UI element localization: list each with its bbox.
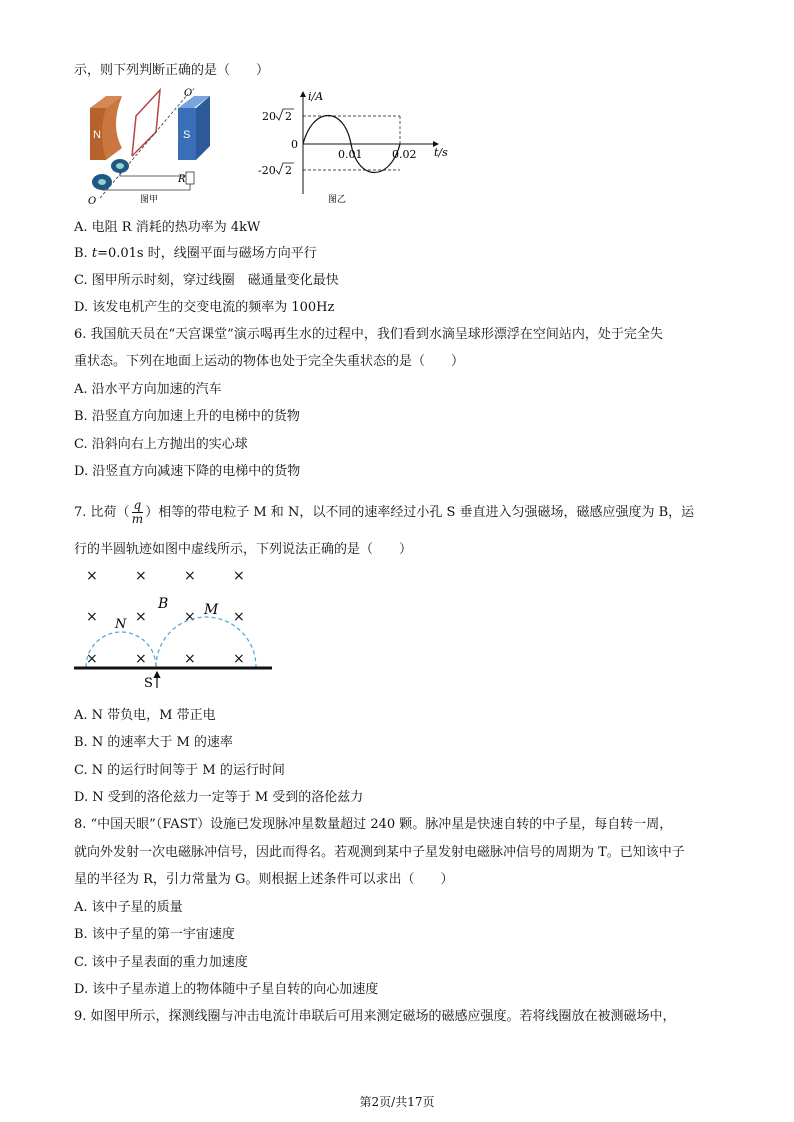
q5-stem-tail: 示，则下列判断正确的是（ ） bbox=[74, 63, 270, 78]
q6-stem-line2: 重状态。下列在地面上运动的物体也处于完全失重状态的是（ ） bbox=[74, 354, 465, 369]
q5-option-b-text: =0.01s 时，线圈平面与磁场方向平行 bbox=[97, 246, 317, 261]
x-tick-001: 0.01 bbox=[338, 148, 363, 161]
q6-option-a: A. 沿水平方向加速的汽车 bbox=[74, 382, 222, 397]
charge-mass-fraction bbox=[132, 499, 144, 526]
coil-frame bbox=[132, 90, 160, 156]
q5-option-c: C. 图甲所示时刻，穿过线圈 磁通量变化最快 bbox=[74, 273, 339, 288]
field-cross: × bbox=[233, 609, 245, 625]
x-tick-002: 0.02 bbox=[392, 148, 417, 161]
fig2-caption: 图乙 bbox=[328, 195, 347, 205]
y-bottom-sqrt-arg: 2 bbox=[285, 164, 292, 177]
circuit-wire-bottom bbox=[102, 184, 190, 190]
field-cross: × bbox=[86, 568, 98, 584]
magnet-n-label: N bbox=[93, 129, 101, 141]
x-axis-label: t/s bbox=[434, 146, 448, 159]
q5-option-d: D. 该发电机产生的交变电流的频率为 100Hz bbox=[74, 300, 335, 315]
resistor-label: R bbox=[178, 174, 186, 185]
slip-ring-1-hole bbox=[116, 163, 124, 169]
q5-option-b-var: t bbox=[91, 246, 98, 261]
generator-figure bbox=[80, 86, 230, 206]
field-cross: × bbox=[86, 609, 98, 625]
field-cross: × bbox=[86, 651, 98, 667]
y-top-value: 20 bbox=[262, 110, 276, 123]
resistor bbox=[186, 172, 194, 184]
q9-stem-line1: 9. 如图甲所示，探测线圈与冲击电流计串联后可用来测定磁场的磁感应强度。若将线圈放在被测磁场中， bbox=[74, 1009, 676, 1024]
origin-label: 0 bbox=[291, 138, 298, 151]
q7-stem-prefix: 7. 比荷（ bbox=[74, 505, 130, 520]
q6-option-d: D. 沿竖直方向减速下降的电梯中的货物 bbox=[74, 464, 301, 479]
axis-label-oprime: O′ bbox=[184, 88, 195, 99]
particle-label-n: N bbox=[115, 617, 127, 632]
q7-option-d: D. N 受到的洛伦兹力一定等于 M 受到的洛伦兹力 bbox=[74, 790, 364, 805]
field-cross: × bbox=[135, 609, 147, 625]
y-axis-label: i/A bbox=[308, 90, 324, 103]
q6-option-c: C. 沿斜向右上方抛出的实心球 bbox=[74, 437, 248, 452]
q7-stem-text: ）相等的带电粒子 M 和 N，以不同的速率经过小孔 S 垂直进入匀强磁场，磁感应强度为 B，运 bbox=[145, 505, 695, 520]
magnet-s-side bbox=[196, 96, 210, 160]
q7-option-b: B. N 的速率大于 M 的速率 bbox=[74, 735, 233, 750]
page-number: 第2页/共17页 bbox=[359, 1095, 435, 1109]
q7-option-a: A. N 带负电，M 带正电 bbox=[74, 708, 216, 723]
field-cross: × bbox=[135, 568, 147, 584]
q8-option-d: D. 该中子星赤道上的物体随中子星自转的向心加速度 bbox=[74, 982, 379, 997]
q8-option-b: B. 该中子星的第一宇宙速度 bbox=[74, 927, 235, 942]
q5-option-a: A. 电阻 R 消耗的热功率为 4kW bbox=[74, 220, 261, 235]
fig1-caption: 图甲 bbox=[140, 195, 159, 205]
hole-label-s: S bbox=[144, 676, 153, 691]
q6-option-b: B. 沿竖直方向加速上升的电梯中的货物 bbox=[74, 409, 300, 424]
y-bottom-value: -20 bbox=[258, 164, 276, 177]
field-label-b: B bbox=[158, 596, 169, 612]
field-cross: × bbox=[233, 568, 245, 584]
magnet-s-label: S bbox=[183, 129, 191, 141]
q8-stem-line2: 就向外发射一次电磁脉冲信号，因此而得名。若观测到某中子星发射电磁脉冲信号的周期为 T。已知该中子 bbox=[74, 845, 685, 860]
q7-option-c: C. N 的运行时间等于 M 的运行时间 bbox=[74, 763, 285, 778]
y-top-sqrt-arg: 2 bbox=[285, 110, 292, 123]
field-cross: × bbox=[135, 651, 147, 667]
q5-option-b-prefix: B. bbox=[74, 246, 92, 261]
field-cross: × bbox=[184, 568, 196, 584]
particle-label-m: M bbox=[204, 602, 219, 618]
q7-stem-line1 bbox=[74, 499, 694, 526]
fraction-denominator: m bbox=[131, 512, 144, 526]
q6-stem-line1: 6. 我国航天员在“天宫课堂”演示喝再生水的过程中，我们看到水滴呈球形漂浮在空间站内，处于完全失 bbox=[74, 327, 663, 342]
magnetic-field-figure bbox=[70, 564, 280, 692]
q8-stem-line1: 8. “中国天眼”（FAST）设施已发现脉冲星数量超过 240 颗。脉冲星是快速自转的中子星，每自转一周， bbox=[74, 817, 673, 832]
field-cross: × bbox=[233, 651, 245, 667]
field-cross: × bbox=[184, 651, 196, 667]
field-cross: × bbox=[184, 609, 196, 625]
q7-stem-line2: 行的半圆轨迹如图中虚线所示，下列说法正确的是（ ） bbox=[74, 542, 413, 557]
q8-stem-line3: 星的半径为 R，引力常量为 G。则根据上述条件可以求出（ ） bbox=[74, 872, 454, 887]
q5-option-b bbox=[74, 245, 317, 263]
q8-option-c: C. 该中子星表面的重力加速度 bbox=[74, 955, 248, 970]
q8-option-a: A. 该中子星的质量 bbox=[74, 900, 183, 915]
current-time-graph bbox=[258, 86, 458, 206]
axis-label-o: O bbox=[88, 196, 97, 206]
slip-ring-2-hole bbox=[98, 179, 106, 185]
fraction-numerator: q bbox=[133, 498, 142, 512]
